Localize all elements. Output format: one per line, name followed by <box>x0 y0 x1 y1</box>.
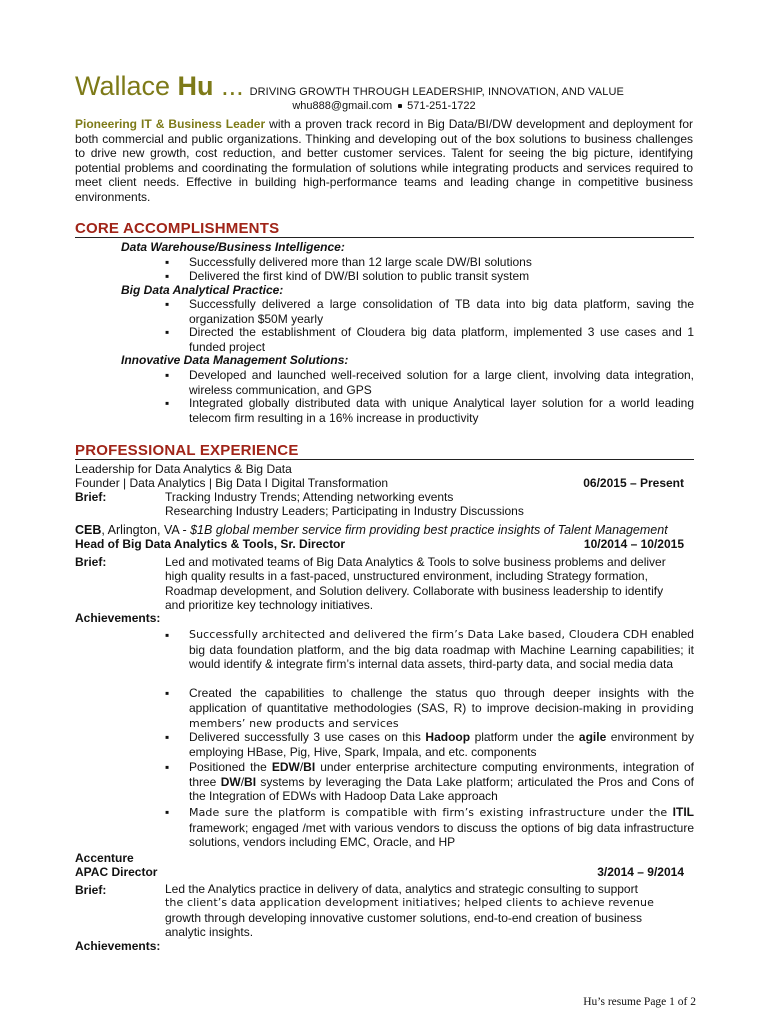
achievement-keyword: BI <box>244 774 257 789</box>
job1-dates: 06/2015 – Present <box>583 476 684 490</box>
job3-company: Accenture <box>75 851 134 865</box>
job3-brief-line: Led the Analytics practice in delivery of data, analytics and strategic consulting to support <box>165 882 638 896</box>
section-rule <box>75 459 694 460</box>
achievement-text: environment by employing HBase, Pig, Hive, Spark, Impala, and etc. components <box>189 730 694 759</box>
achievement-text: providing members’ new products and services <box>189 701 694 730</box>
job3-brief <box>165 882 685 939</box>
job3-dates: 3/2014 – 9/2014 <box>597 865 684 879</box>
brief-label: Brief: <box>75 883 107 897</box>
section-title-core: CORE ACCOMPLISHMENTS <box>75 220 280 237</box>
core-bullet: Delivered the first kind of DW/BI solution to public transit system <box>189 269 530 283</box>
last-name: Hu <box>177 71 214 101</box>
bullet-icon: ▪ <box>165 255 170 269</box>
brief-label: Brief: <box>75 490 107 504</box>
job2-description: $1B global member service firm providing best practice insights of Talent Management <box>190 523 668 537</box>
achievement-keyword: Hadoop <box>425 730 471 744</box>
section-rule <box>75 237 694 238</box>
job1-title: Leadership for Data Analytics & Big Data <box>75 462 292 476</box>
contact-line <box>0 100 768 112</box>
bullet-icon: ▪ <box>165 325 170 339</box>
achievement-text: framework; engaged /met with various vendors to discuss the options of big data infrastructure solutions, vendors including EMC, Oracle, and HP <box>189 820 694 849</box>
bullet-separator <box>398 104 402 108</box>
achievement-text: under enterprise architecture computing environments, integration of three <box>189 760 694 789</box>
summary-text: with a proven track record in Big Data/BI/DW development and deployment for both commercial and public organizations. Thinking and developing out of the box solutions to business challenges to drive new growth, cost reduction, and better customer services. Talent for seeing the big picture, identifying potential problems and coordinating the formulation of solutions while integrating products and services required to meet client needs. Effective in building high-performance teams and leading change in competitive business environments. <box>75 117 693 204</box>
achievement-item <box>189 730 694 759</box>
bullet-icon: ▪ <box>165 368 170 382</box>
achievement-item <box>189 805 694 850</box>
bullet-icon: ▪ <box>165 396 170 410</box>
job1-brief-line: Researching Industry Leaders; Participating in Industry Discussions <box>165 504 524 518</box>
job2-header <box>75 523 668 537</box>
achievement-item <box>189 760 694 804</box>
achievement-item <box>189 686 694 732</box>
core-bullet: Directed the establishment of Cloudera big data platform, implemented 3 use cases and 1 funded project <box>189 325 694 354</box>
summary-paragraph <box>75 117 693 204</box>
achievement-text: Made sure the platform is compatible with firm’s existing infrastructure under the <box>189 806 673 819</box>
bullet-icon: ▪ <box>165 805 170 819</box>
bullet-icon: ▪ <box>165 760 170 774</box>
achievement-item <box>189 627 694 672</box>
core-bullet: Integrated globally distributed data with unique Analytical layer solution for a world leading telecom firm resulting in a 16% increase in productivity <box>189 396 694 425</box>
tagline: DRIVING GROWTH THROUGH LEADERSHIP, INNOVATION, AND VALUE <box>249 86 624 98</box>
core-bullet: Successfully delivered a large consolidation of TB data into big data platform, saving the organization $50M yearly <box>189 297 694 326</box>
core-subheading: Data Warehouse/Business Intelligence: <box>121 240 345 254</box>
bullet-icon: ▪ <box>165 297 170 311</box>
brief-label: Brief: <box>75 555 107 569</box>
core-subheading: Big Data Analytical Practice: <box>121 283 284 297</box>
achievement-keyword: BI <box>303 760 316 774</box>
job3-role: APAC Director <box>75 865 158 879</box>
achievement-keyword: DW <box>220 774 241 789</box>
achievement-text: Successfully architected and delivered the firm’s Data Lake based, Cloudera CDH <box>189 628 648 641</box>
core-bullet: Developed and launched well-received solution for a large client, involving data integration, wireless communication, and GPS <box>189 368 694 397</box>
job2-role: Head of Big Data Analytics & Tools, Sr. Director <box>75 537 346 551</box>
achievement-keyword: ITIL <box>672 805 694 819</box>
achievements-label: Achievements: <box>75 939 161 953</box>
achievement-text: enabled big data foundation platform, and the big data roadmap with Machine Learning capabilities; it would identify & integrate firm’s internal data assets, third-party data, and social media data <box>189 627 694 671</box>
bullet-icon: ▪ <box>165 686 170 700</box>
achievements-label: Achievements: <box>75 611 161 625</box>
email: whu888@gmail.com <box>292 100 393 112</box>
achievement-text: systems by leveraging the Data Lake platform; articulated the Pros and Cons of the Integration of EDWs with Hadoop Data Lake approach <box>189 774 695 803</box>
core-bullet: Successfully delivered more than 12 large scale DW/BI solutions <box>189 255 532 269</box>
job2-brief: Led and motivated teams of Big Data Analytics & Tools to solve business problems and deliver high quality results in a fast-paced, unstructured environment, including Strategy formation, Roadmap development, and Solution delivery. Collaborate with business leadership to identify and prioritize key technology initiatives. <box>165 555 666 612</box>
job1-subtitle: Founder | Data Analytics | Big Data I Digital Transformation <box>75 476 389 490</box>
achievement-text: / <box>299 760 304 774</box>
job2-location: , Arlington, VA - <box>101 523 191 537</box>
achievement-text: / <box>240 774 245 789</box>
achievement-text: platform under the <box>470 730 579 744</box>
achievement-keyword: EDW <box>271 760 300 774</box>
job2-dates: 10/2014 – 10/2015 <box>583 537 684 551</box>
achievement-text: Positioned the <box>189 760 272 774</box>
page-footer: Hu’s resume Page 1 of 2 <box>583 996 696 1008</box>
achievement-text: Created the capabilities to challenge the status quo through deeper insights with the application of quantitative methodologies (SAS, R) to improve decision-making in <box>189 686 694 715</box>
job3-brief-line: growth through developing innovative customer solutions, end-to-end creation of business analytic insights. <box>165 910 642 939</box>
bullet-icon: ▪ <box>165 269 170 283</box>
job1-brief-line: Tracking Industry Trends; Attending networking events <box>165 490 454 504</box>
phone: 571-251-1722 <box>407 100 476 112</box>
core-subheading: Innovative Data Management Solutions: <box>121 353 349 367</box>
summary-lead: Pioneering IT & Business Leader <box>75 117 266 131</box>
achievement-keyword: agile <box>578 730 607 744</box>
name-ellipsis: ... <box>221 71 244 101</box>
job3-brief-line: the client’s data application development initiatives; helped clients to achieve revenue <box>165 896 654 910</box>
first-name: Wallace <box>75 71 171 101</box>
bullet-icon: ▪ <box>165 730 170 744</box>
section-title-experience: PROFESSIONAL EXPERIENCE <box>75 442 299 459</box>
bullet-icon: ▪ <box>165 628 170 642</box>
achievement-text: Delivered successfully 3 use cases on this <box>189 730 426 744</box>
job2-company: CEB <box>75 523 102 537</box>
